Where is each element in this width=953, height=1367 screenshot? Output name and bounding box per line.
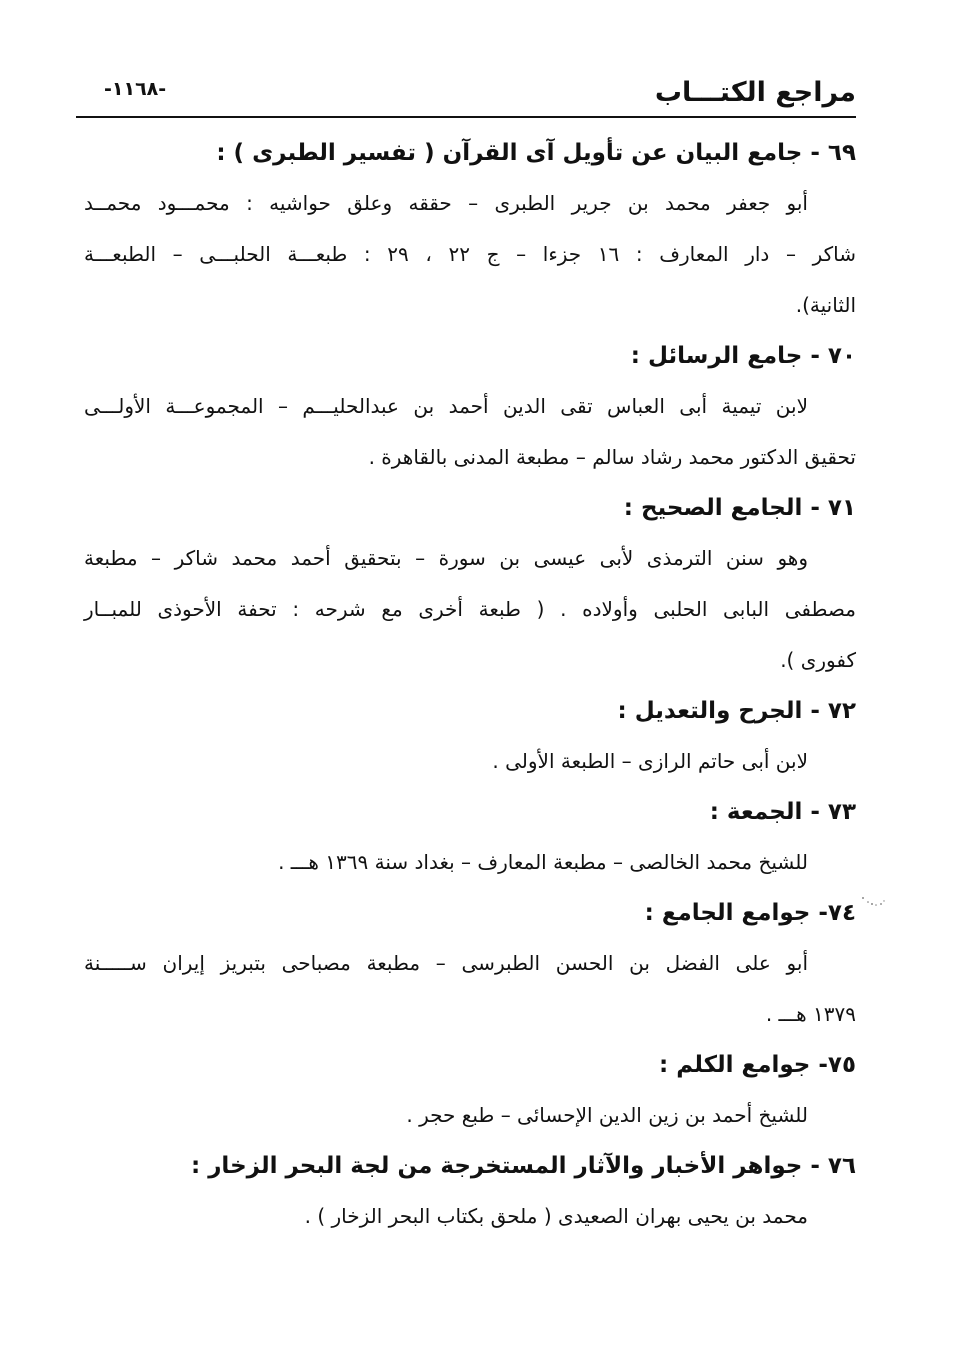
scan-speck-mark (860, 894, 886, 908)
entry-line: الثانية). (795, 293, 856, 317)
bibliography-entry-76 (84, 1141, 856, 1242)
entry-line: للشيخ أحمد بن زين الدين الإحسائى – طبع حجر . (406, 1103, 808, 1127)
entry-line: لابن أبى حاتم الرازى – الطبعة الأولى . (492, 749, 808, 773)
running-title: مراجع الكتـــاب (654, 77, 856, 108)
entry-line: للشيخ محمد الخالصى – مطبعة المعارف – بغداد سنة ١٣٦٩ هـــ . (278, 850, 808, 874)
entry-line: كفورى ). (780, 648, 856, 672)
entry-heading: ٧٢ - الجرح والتعديل : (617, 698, 856, 724)
entry-body (84, 837, 856, 888)
bibliography-entry-75 (84, 1040, 856, 1141)
bibliography-entry-71 (84, 483, 856, 686)
entry-heading: ٧١ - الجامع الصحيح : (623, 495, 856, 521)
entry-heading: ٦٩ - جامع البيان عن تأويل آى القرآن ( تفسير الطبرى ) : (216, 140, 856, 166)
bibliography-entry-72 (84, 686, 856, 787)
bibliography-entry-73 (84, 787, 856, 888)
bibliography-entry-70 (84, 331, 856, 483)
bibliography-entry-69 (84, 128, 856, 331)
bibliography-list (84, 128, 856, 1242)
entry-heading: ٧٦ - جواهر الأخبار والآثار المستخرجة من لجة البحر الزخار : (190, 1153, 856, 1179)
entry-line: ١٣٧٩ هـــ . (765, 1002, 856, 1026)
entry-line: لابن تيمية أبى العباس تقى الدين أحمد بن عبدالحليـــم – المجموعـــة الأولـــى (84, 394, 808, 418)
entry-line: وهو سنن الترمذى لأبى عيسى بن سورة – بتحقيق أحمد محمد شاكر – مطبعة (84, 546, 808, 570)
entry-heading: ٧٥- جوامع الكلم : (659, 1052, 856, 1078)
entry-line: أبو على الفضل بن الحسن الطبرسى – مطبعة مصباحى بتبريز إيران ســـــنة (84, 951, 808, 975)
header-rule (76, 116, 856, 118)
entry-body (84, 178, 856, 331)
entry-body (84, 1090, 856, 1141)
entry-heading: ٧٣ - الجمعة : (709, 799, 856, 825)
entry-body (84, 736, 856, 787)
entry-body (84, 938, 856, 1040)
entry-line: أبو جعفر محمد بن جرير الطبرى – حققه وعلق حواشيه : محمـــود محمــد (84, 191, 808, 215)
entry-line: شاكر – دار المعارف : ١٦ جزءا – ج ٢٢ ، ٢٩ : طبعـــة الحلبـــى – الطبعـــة (84, 242, 857, 266)
entry-line: محمد بن يحيى بهران الصعيدى ( ملحق بكتاب البحر الزخار ) . (304, 1204, 808, 1228)
bibliography-entry-74 (84, 888, 856, 1040)
entry-line: مصطفى البابى الحلبى وأولاده . ( طبعة أخرى مع شرحه : تحفة الأحوذى للمبــار (84, 597, 856, 621)
entry-body (84, 381, 856, 483)
entry-line: تحقيق الدكتور محمد رشاد سالم – مطبعة المدنى بالقاهرة . (368, 445, 856, 469)
entry-heading: ٧٤- جوامع الجامع : (644, 900, 856, 926)
entry-body (84, 1191, 856, 1242)
entry-body (84, 533, 856, 686)
page-header (80, 72, 856, 114)
page-number: -١١٦٨- (104, 78, 167, 100)
entry-heading: ٧٠ - جامع الرسائل : (630, 343, 856, 369)
